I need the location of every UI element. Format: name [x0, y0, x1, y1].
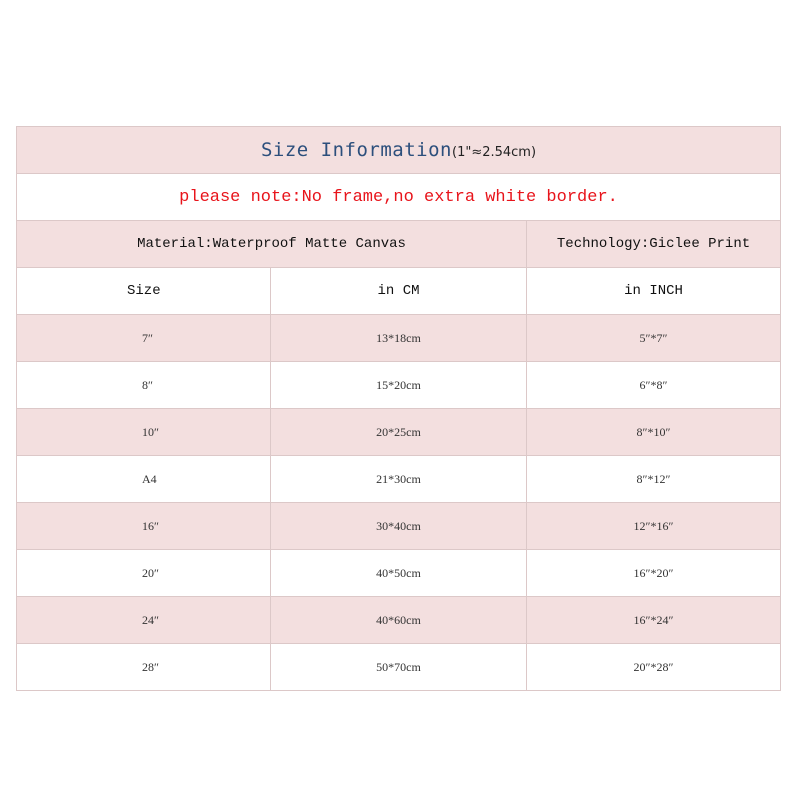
- size-information-table: [16, 126, 781, 691]
- table-row: [17, 409, 781, 456]
- cell-cm: 15*20cm: [271, 362, 527, 409]
- table-row: [17, 597, 781, 644]
- cell-size: 7″: [17, 315, 271, 362]
- cell-size: 24″: [17, 597, 271, 644]
- technology-label: Technology:Giclee Print: [527, 221, 781, 268]
- table-row: [17, 503, 781, 550]
- cell-size: 28″: [17, 644, 271, 691]
- cell-cm: 50*70cm: [271, 644, 527, 691]
- column-header-size: Size: [17, 268, 271, 315]
- cell-cm: 20*25cm: [271, 409, 527, 456]
- table-title: [17, 127, 781, 174]
- note-row: [17, 174, 781, 221]
- title-conversion: (1"≈2.54cm): [452, 145, 537, 160]
- cell-cm: 21*30cm: [271, 456, 527, 503]
- column-header-cm: in CM: [271, 268, 527, 315]
- cell-size: 20″: [17, 550, 271, 597]
- material-label: Material:Waterproof Matte Canvas: [17, 221, 527, 268]
- cell-cm: 40*60cm: [271, 597, 527, 644]
- column-header-row: [17, 268, 781, 315]
- size-table-container: [16, 126, 780, 691]
- table-row: [17, 644, 781, 691]
- material-row: [17, 221, 781, 268]
- cell-inch: 8″*12″: [527, 456, 781, 503]
- cell-cm: 30*40cm: [271, 503, 527, 550]
- cell-inch: 20″*28″: [527, 644, 781, 691]
- title-row: [17, 127, 781, 174]
- cell-inch: 5″*7″: [527, 315, 781, 362]
- cell-cm: 13*18cm: [271, 315, 527, 362]
- cell-size: 10″: [17, 409, 271, 456]
- cell-inch: 8″*10″: [527, 409, 781, 456]
- cell-inch: 16″*20″: [527, 550, 781, 597]
- note-text: please note:No frame,no extra white border.: [17, 174, 781, 221]
- cell-inch: 12″*16″: [527, 503, 781, 550]
- cell-inch: 6″*8″: [527, 362, 781, 409]
- table-row: [17, 550, 781, 597]
- table-row: [17, 456, 781, 503]
- title-main: Size Information: [260, 139, 452, 161]
- table-row: [17, 362, 781, 409]
- cell-size: A4: [17, 456, 271, 503]
- cell-size: 16″: [17, 503, 271, 550]
- cell-inch: 16″*24″: [527, 597, 781, 644]
- cell-size: 8″: [17, 362, 271, 409]
- table-row: [17, 315, 781, 362]
- column-header-inch: in INCH: [527, 268, 781, 315]
- cell-cm: 40*50cm: [271, 550, 527, 597]
